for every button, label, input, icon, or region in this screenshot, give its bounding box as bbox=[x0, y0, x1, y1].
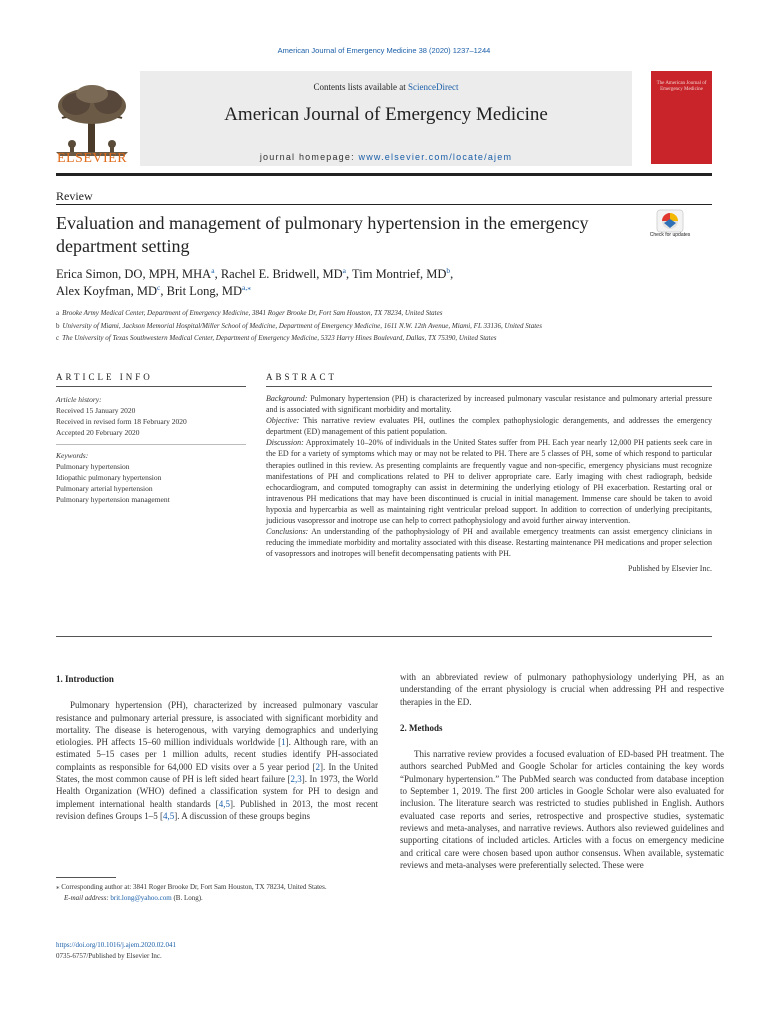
article-info-box bbox=[56, 394, 246, 505]
article-title: Evaluation and management of pulmonary hypertension in the emergency department setting bbox=[56, 213, 589, 256]
homepage-link[interactable]: www.elsevier.com/locate/ajem bbox=[358, 152, 513, 162]
email-link[interactable]: brit.long@yahoo.com bbox=[110, 893, 172, 902]
author-affiliation-marker[interactable]: c bbox=[157, 282, 161, 292]
introduction-paragraph bbox=[56, 699, 378, 822]
author-affiliation-marker[interactable]: a,⁎ bbox=[241, 282, 251, 292]
received-date: Received 15 January 2020 bbox=[56, 406, 136, 415]
abstract-text bbox=[266, 393, 712, 575]
journal-cover-image[interactable] bbox=[651, 71, 712, 164]
abstract-paragraph: Pulmonary hypertension (PH) is characterized by increased pulmonary vascular resistance and pulmonary arterial pressure and is associated with significant morbidity and mortality. bbox=[266, 394, 712, 415]
author-name[interactable]: Rachel E. Bridwell, MD bbox=[220, 267, 343, 281]
paragraph-text: ]. In 1973, the World Health Organization (WHO) defined a classification system for PH to design and implement international health standards [ bbox=[56, 774, 378, 809]
paragraph-text: ]. In the United States, the most common cause of PH is left sided heart failure [ bbox=[56, 761, 379, 785]
history-label: Article history: bbox=[56, 395, 102, 404]
paragraph-text: ]. Published in 2013, the most recent revision defines Groups 1–5 [ bbox=[56, 798, 378, 821]
abstract-bottom-rule bbox=[56, 636, 712, 637]
paragraph-text: ]. A discussion of these groups begins bbox=[174, 810, 310, 821]
author-name[interactable]: Alex Koyfman, MD bbox=[56, 284, 158, 298]
homepage-prefix: journal homepage: bbox=[259, 152, 359, 162]
article-info-heading: ARTICLE INFO bbox=[56, 372, 153, 382]
footnote-rule bbox=[56, 877, 116, 878]
email-line bbox=[56, 893, 378, 904]
methods-paragraph: This narrative review provides a focused evaluation of ED-based PH treatment. The authors searched PubMed and Google Scholar for articles containing the key words “Pulmonary hypertension.” The PubMed search was conducted from database inception to September 1, 2019. The first 200 articles in Google Scholar were also evaluated for inclusion. The literature search was restricted to studies published in English. Authors evaluated case reports and series, retrospective and prospective studies, systematic reviews and meta-analyses, and narrative reviews. Authors also reviewed guidelines and supporting citations of included articles. Articles with a focus on emergency medicine and critical care were chosen based upon author consensus. When available, systematic reviews and meta-analyses were preferentially selected. These were bbox=[400, 749, 724, 870]
citation-link[interactable]: 2,3 bbox=[290, 774, 302, 785]
keyword-item: Idiopathic pulmonary hypertension bbox=[56, 473, 162, 482]
section-heading-introduction: 1. Introduction bbox=[56, 674, 114, 684]
paragraph-text: ]. Although rare, with an estimated 5–15 cases per 1 million adults, recent studies identify PH-associated complaints as responsible for 64,000 ED visits over a 5 year period [ bbox=[56, 737, 378, 772]
citation-link[interactable]: 4,5 bbox=[162, 810, 175, 821]
abstract-objective bbox=[266, 415, 712, 437]
author-affiliation-marker[interactable]: a bbox=[342, 265, 347, 275]
abstract-rule bbox=[266, 386, 712, 387]
keyword-item: Pulmonary arterial hypertension bbox=[56, 484, 153, 493]
doi-link[interactable]: https://doi.org/10.1016/j.ajem.2020.02.041 bbox=[56, 941, 177, 949]
introduction-continuation: with an abbreviated review of pulmonary pathophysiology underlying PH, as an understanding of the errant physiology is crucial when addressing PH and respective therapies in the ED. bbox=[400, 672, 724, 707]
paragraph-text: Pulmonary hypertension (PH), characterized by increased pulmonary vascular resistance and pulmonary arterial pressure, is associated with significant morbidity and mortality. The disease is heterogenous, with varying demographics and underlying etiologies. PH affects 15–60 million individuals worldwide [ bbox=[56, 700, 378, 748]
abstract-label: Conclusions: bbox=[266, 527, 309, 537]
revised-date: Received in revised form 18 February 2020 bbox=[56, 417, 187, 426]
accepted-date: Accepted 20 February 2020 bbox=[56, 428, 140, 437]
author-name[interactable]: Brit Long, MD bbox=[166, 284, 242, 298]
journal-reference-link[interactable]: American Journal of Emergency Medicine 38 (2020) 1237–1244 bbox=[277, 46, 491, 55]
affiliation-list bbox=[56, 307, 716, 345]
published-by-line: Published by Elsevier Inc. bbox=[628, 564, 712, 574]
keyword-item: Pulmonary hypertension management bbox=[56, 495, 170, 504]
citation-link[interactable]: 1 bbox=[281, 737, 286, 748]
affiliation-key: a bbox=[56, 309, 60, 317]
affiliation-key: b bbox=[56, 321, 60, 330]
journal-title: American Journal of Emergency Medicine bbox=[224, 104, 548, 125]
author-name[interactable]: Erica Simon, DO, MPH, MHA bbox=[56, 267, 212, 281]
affiliation-text: University of Miami, Jackson Memorial Hospital/Miller School of Medicine, Department of Emergency Medicine, 1611 N.W. 12th Avenue, Miami, FL 33136, United States bbox=[62, 321, 542, 330]
article-info-divider bbox=[56, 444, 246, 445]
abstract-label: Discussion: bbox=[266, 438, 304, 448]
abstract-discussion bbox=[266, 437, 712, 526]
body-column-left bbox=[56, 673, 378, 822]
author-separator: , bbox=[346, 267, 353, 281]
sciencedirect-link[interactable]: ScienceDirect bbox=[408, 82, 459, 92]
contents-line bbox=[140, 82, 632, 92]
author-list bbox=[56, 266, 696, 300]
contents-prefix: Contents lists available at bbox=[313, 82, 408, 92]
author-affiliation-marker[interactable]: b bbox=[446, 265, 451, 275]
affiliation-key: c bbox=[56, 334, 60, 342]
keyword-item: Pulmonary hypertension bbox=[56, 462, 130, 471]
affiliation-item bbox=[56, 332, 716, 345]
header-rule bbox=[56, 173, 712, 176]
affiliation-item bbox=[56, 307, 716, 320]
abstract-background bbox=[266, 393, 712, 415]
issn-line: 0735-6757/Published by Elsevier Inc. bbox=[56, 952, 162, 960]
body-column-right bbox=[400, 671, 724, 871]
abstract-label: Objective: bbox=[266, 416, 300, 426]
doi-block bbox=[56, 940, 176, 962]
abstract-paragraph: This narrative review evaluates PH, outlines the complex pathophysiologic derangements, and addresses the emergency department (ED) management of this patient population. bbox=[266, 416, 712, 437]
affiliation-text: Brooke Army Medical Center, Department of Emergency Medicine, 3841 Roger Brooke Dr, Fort Sam Houston, TX 78234, United States bbox=[62, 309, 443, 317]
elsevier-wordmark: ELSEVIER bbox=[56, 151, 128, 166]
email-suffix: (B. Long). bbox=[171, 893, 203, 902]
cover-title: The American Journal of Emergency Medicine bbox=[656, 81, 707, 92]
abstract-conclusions bbox=[266, 526, 712, 559]
section-rule bbox=[56, 204, 712, 205]
corresponding-author-footnote bbox=[56, 882, 378, 903]
author-separator: , bbox=[160, 284, 167, 298]
keywords-label: Keywords: bbox=[56, 451, 89, 460]
abstract-paragraph: Approximately 10–20% of individuals in the United States suffer from PH. Each year nearly 12,000 PH patients seek care in the ED for a variety of symptoms which may or may not be related to PH. There are 5 classes of PH, some of which respond to particular therapies outlined in this review. As presenting complaints are frequently vague and non-specific, emergency physicians must recognize manifestations of PH and complications related to PH to deliver appropriate care. Early imaging with chest radiograph, bedside echocardiogram, and computed tomography can assist in determining the underlying etiology of PH exacerbation. Restarting oral or intravenous PH medications that may have been discontinued is crucial in initial management. Immense care should be taken to avoid hypoxia and hypercarbia as well as maintaining right ventricular preload support. In addition to correction of underlying precipitants, judicious vasopressor and inotrope use can help to correct pathophysiology and avoid further airway intervention. bbox=[266, 438, 712, 526]
section-heading-methods: 2. Methods bbox=[400, 722, 443, 733]
journal-homepage bbox=[140, 152, 632, 162]
abstract-paragraph: An understanding of the pathophysiology of PH and available emergency treatments can assist emergency clinicians in reducing the immediate morbidity and mortality associated with this disease. Restarting maintenance PH medications and proper selection of vasopressors and inotropes will benefit decompensating patients with PH. bbox=[266, 527, 712, 559]
author-name[interactable]: Tim Montrief, MD bbox=[352, 267, 447, 281]
author-affiliation-marker[interactable]: a bbox=[211, 265, 215, 275]
author-separator: , bbox=[214, 267, 221, 281]
check-for-updates-label[interactable]: Check for updates bbox=[649, 232, 691, 238]
affiliation-text: The University of Texas Southwestern Medical Center, Department of Emergency Medicine, 5323 Harry Hines Boulevard, Dallas, TX 75390, United States bbox=[62, 334, 497, 342]
check-for-updates-icon[interactable] bbox=[647, 209, 693, 251]
article-info-rule bbox=[56, 386, 246, 387]
abstract-label: Background: bbox=[266, 394, 308, 403]
author-separator: , bbox=[450, 267, 454, 281]
article-section-label: Review bbox=[56, 189, 93, 203]
abstract-heading: ABSTRACT bbox=[266, 372, 338, 382]
citation-link[interactable]: 4,5 bbox=[218, 798, 230, 809]
affiliation-item bbox=[56, 320, 716, 333]
email-label: E-mail address: bbox=[64, 893, 109, 902]
citation-link[interactable]: 2 bbox=[315, 761, 320, 772]
corresponding-author-text: ⁎ Corresponding author at: 3841 Roger Brooke Dr, Fort Sam Houston, TX 78234, United States. bbox=[56, 883, 327, 891]
